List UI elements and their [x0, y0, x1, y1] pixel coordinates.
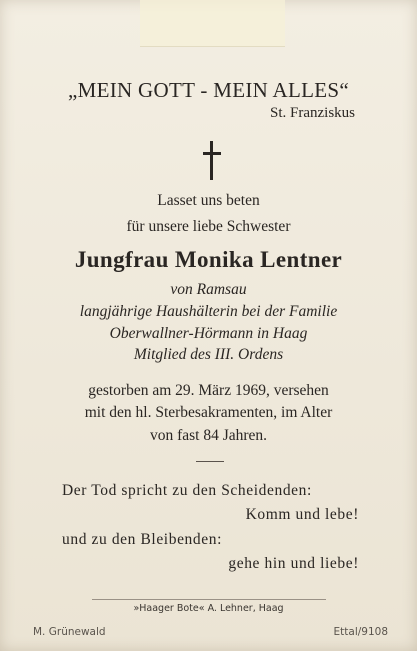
artist-credit: M. Grünewald [33, 626, 106, 638]
detail-origin: von Ramsau [170, 281, 247, 298]
catalog-number: Ettal/9108 [333, 626, 388, 638]
motto: „MEIN GOTT - MEIN ALLES“ [68, 78, 349, 102]
death-line-3: von fast 84 Jahren. [149, 427, 268, 444]
divider [196, 461, 224, 462]
quote-line-2: Komm und lebe! [245, 506, 359, 523]
death-line-1: gestorben am 29. März 1969, versehen [88, 382, 329, 399]
intro-line-2: für unsere liebe Schwester [126, 218, 291, 235]
death-line-2: mit den hl. Sterbesakramenten, im Alter [84, 404, 333, 421]
detail-family: Oberwallner-Hörmann in Haag [109, 325, 308, 342]
cross-icon [203, 141, 221, 180]
adhesive-tape-mark [140, 0, 285, 47]
quote-line-4: gehe hin und liebe! [228, 555, 359, 572]
deceased-name: Jungfrau Monika Lentner [74, 247, 343, 272]
detail-order: Mitglied des III. Ordens [133, 346, 284, 363]
detail-occupation: langjährige Haushälterin bei der Familie [79, 303, 338, 320]
printer-imprint: »Haager Bote« A. Lehner, Haag [133, 603, 284, 614]
intro-line-1: Lasset uns beten [157, 192, 260, 209]
footer-divider [92, 599, 326, 600]
quote-line-1: Der Tod spricht zu den Scheidenden: [62, 482, 312, 499]
motto-author: St. Franziskus [269, 105, 355, 121]
quote-line-3: und zu den Bleibenden: [62, 531, 222, 548]
